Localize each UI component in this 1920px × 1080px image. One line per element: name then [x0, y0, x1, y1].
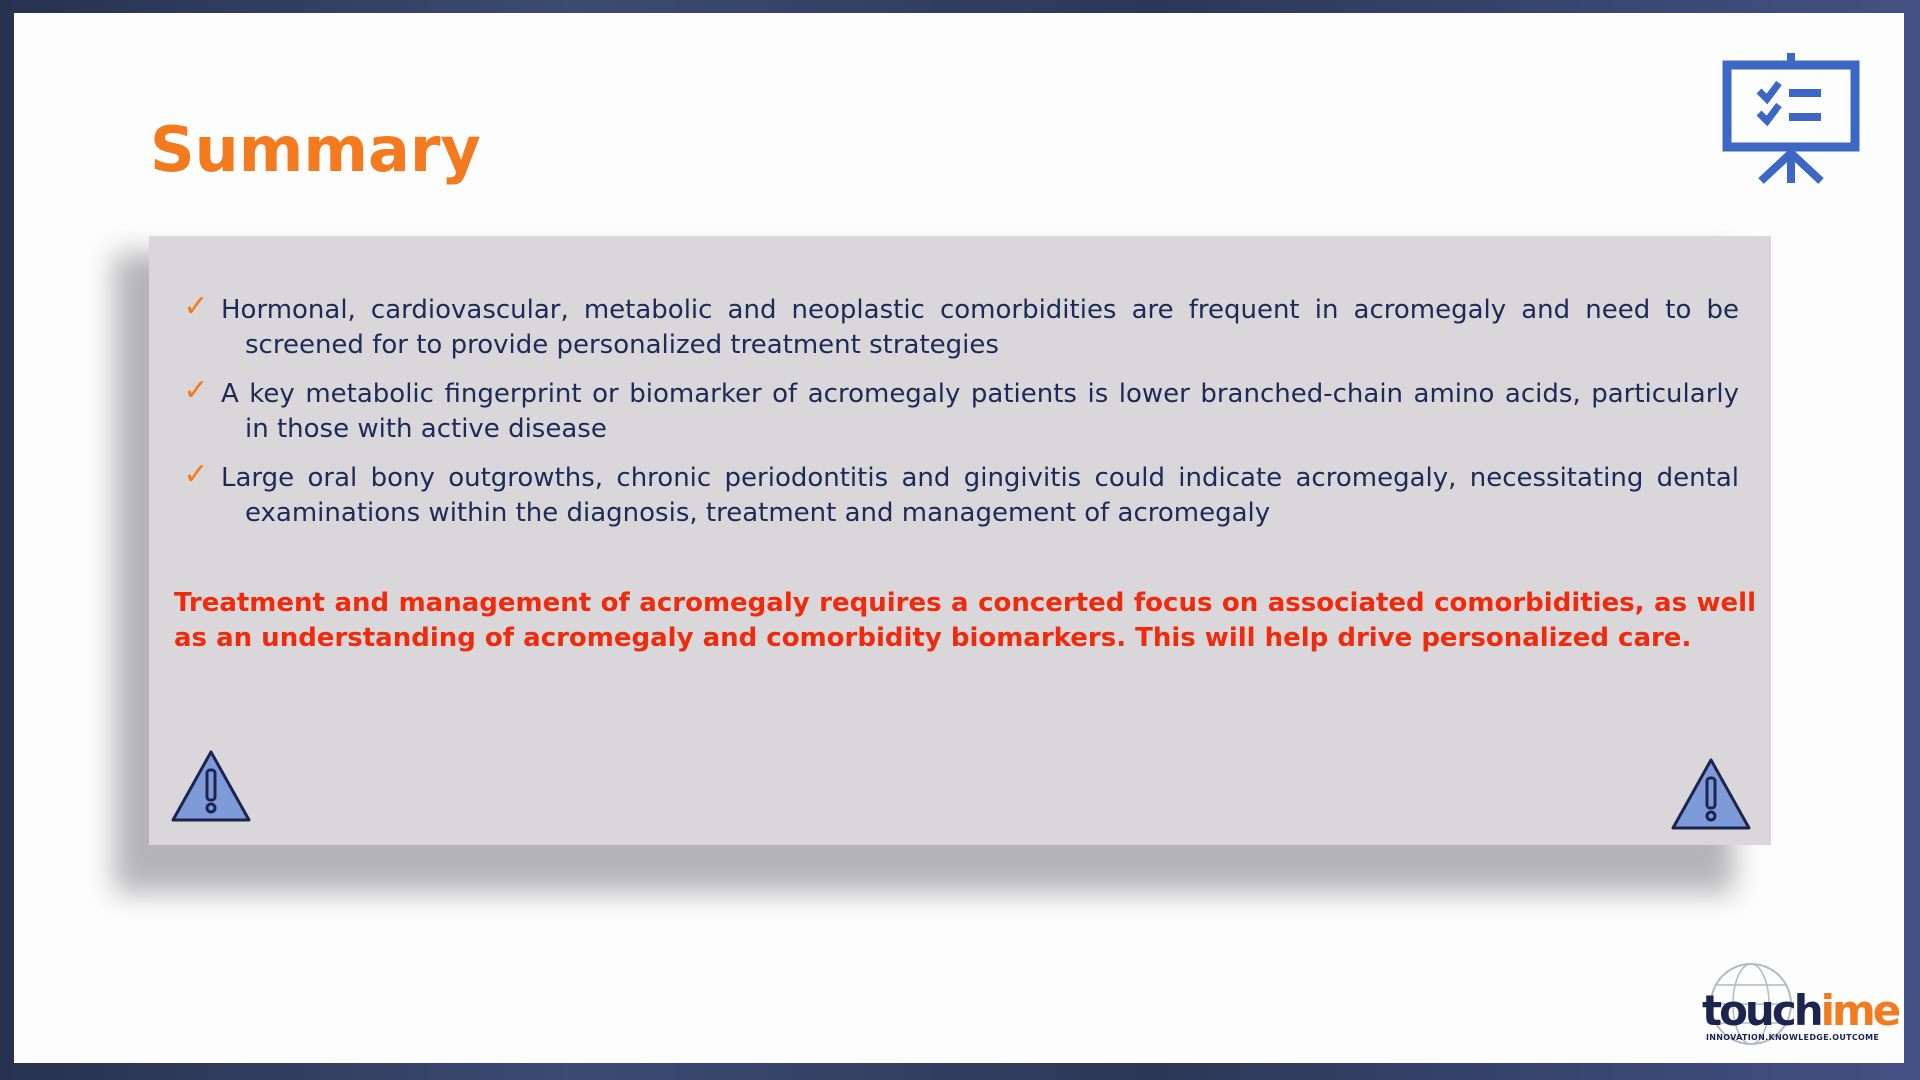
bullet-text: A key metabolic fingerprint or biomarker of acromegaly patients is lower branched-chain amino acids, particularly in those with active disease — [221, 379, 1739, 444]
bullet-list — [179, 289, 1739, 545]
checkmark-icon: ✓ — [183, 289, 209, 324]
touchime-logo — [1700, 955, 1910, 1055]
logo-text-touch: touch — [1702, 986, 1821, 1035]
slide-title: Summary — [150, 113, 481, 186]
logo-tagline: INNOVATION.KNOWLEDGE.OUTCOME — [1706, 1033, 1880, 1042]
checkmark-icon: ✓ — [183, 373, 209, 408]
presentation-board-icon — [1717, 43, 1867, 193]
bullet-item — [179, 373, 1739, 447]
bullet-item — [179, 289, 1739, 363]
logo-text-ime: ime — [1820, 986, 1899, 1035]
logo-wordmark — [1702, 986, 1899, 1035]
summary-box — [149, 236, 1771, 845]
bullet-text: Large oral bony outgrowths, chronic periodontitis and gingivitis could indicate acromegaly, necessitating dental examinations within the diagnosis, treatment and management of acromegaly — [221, 463, 1739, 528]
key-message: Treatment and management of acromegaly requires a concerted focus on associated comorbidities, as well as an understanding of acromegaly and comorbidity biomarkers. This will help drive personalized care. — [174, 588, 1756, 653]
warning-icon — [1669, 756, 1753, 832]
bullet-text: Hormonal, cardiovascular, metabolic and neoplastic comorbidities are frequent in acromegaly and need to be screened for to provide personalized treatment strategies — [221, 295, 1739, 360]
bullet-item — [179, 457, 1739, 531]
checkmark-icon: ✓ — [183, 457, 209, 492]
slide — [14, 13, 1904, 1063]
warning-icon — [169, 748, 253, 824]
